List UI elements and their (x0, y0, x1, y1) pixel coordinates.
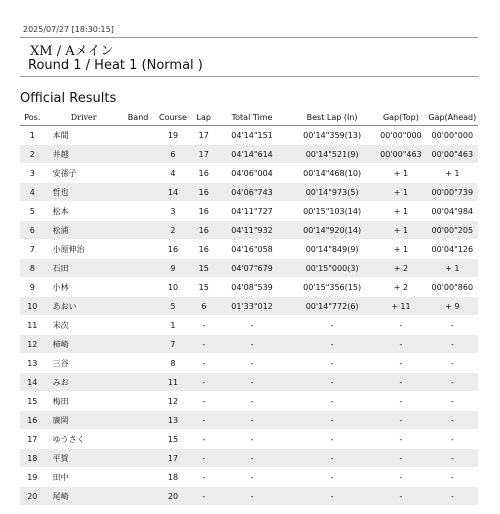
cell-total-time: - (215, 392, 289, 411)
cell-lap: 15 (192, 259, 215, 278)
results-table (20, 109, 478, 506)
cell-total-time: - (215, 449, 289, 468)
cell-best-lap: 00'14"973(5) (289, 183, 375, 202)
cell-band (123, 145, 154, 164)
table-row (20, 449, 478, 468)
cell-gap-top: - (375, 411, 426, 430)
cell-gap-ahead: - (427, 354, 478, 373)
cell-band (123, 354, 154, 373)
cell-best-lap: - (289, 449, 375, 468)
cell-total-time: - (215, 487, 289, 506)
cell-driver: 小原伸治 (45, 240, 123, 259)
cell-course: 11 (153, 373, 192, 392)
cell-best-lap: - (289, 316, 375, 335)
cell-best-lap: 00'15"103(14) (289, 202, 375, 221)
cell-course: 10 (153, 278, 192, 297)
table-row (20, 221, 478, 240)
cell-pos: 11 (20, 316, 45, 335)
cell-driver: 梅田 (45, 392, 123, 411)
cell-pos: 18 (20, 449, 45, 468)
cell-total-time: 01'33"012 (215, 297, 289, 316)
cell-gap-ahead: 00'00"205 (427, 221, 478, 240)
cell-total-time: - (215, 468, 289, 487)
cell-course: 17 (153, 449, 192, 468)
cell-pos: 17 (20, 430, 45, 449)
cell-best-lap: 00'14"521(9) (289, 145, 375, 164)
cell-pos: 15 (20, 392, 45, 411)
cell-total-time: 04'16"058 (215, 240, 289, 259)
header-divider-bottom (20, 76, 478, 77)
table-row (20, 259, 478, 278)
cell-band (123, 335, 154, 354)
cell-driver: 廣岡 (45, 411, 123, 430)
cell-best-lap: 00'14"772(6) (289, 297, 375, 316)
cell-gap-top: - (375, 373, 426, 392)
col-header-pos: Pos. (20, 109, 45, 126)
cell-band (123, 487, 154, 506)
cell-gap-top: + 2 (375, 278, 426, 297)
cell-gap-top: + 1 (375, 164, 426, 183)
cell-best-lap: 00'15"000(3) (289, 259, 375, 278)
cell-driver: 田中 (45, 468, 123, 487)
cell-best-lap: - (289, 373, 375, 392)
cell-total-time: 04'11"727 (215, 202, 289, 221)
cell-driver: 三谷 (45, 354, 123, 373)
cell-gap-ahead: 00'00"739 (427, 183, 478, 202)
cell-driver: 平賀 (45, 449, 123, 468)
cell-gap-top: + 1 (375, 183, 426, 202)
cell-best-lap: - (289, 335, 375, 354)
cell-band (123, 392, 154, 411)
cell-driver: 小林 (45, 278, 123, 297)
cell-course: 5 (153, 297, 192, 316)
cell-lap: - (192, 411, 215, 430)
cell-lap: - (192, 354, 215, 373)
cell-best-lap: 00'14"849(9) (289, 240, 375, 259)
table-row (20, 126, 478, 145)
table-row (20, 164, 478, 183)
cell-lap: - (192, 487, 215, 506)
cell-course: 8 (153, 354, 192, 373)
col-header-total-time: Total Time (215, 109, 289, 126)
cell-driver: ゆうさく (45, 430, 123, 449)
cell-gap-top: - (375, 316, 426, 335)
cell-total-time: 04'06"743 (215, 183, 289, 202)
cell-lap: 16 (192, 202, 215, 221)
cell-course: 7 (153, 335, 192, 354)
cell-gap-top: - (375, 468, 426, 487)
cell-gap-ahead: - (427, 487, 478, 506)
cell-total-time: 04'11"932 (215, 221, 289, 240)
cell-course: 9 (153, 259, 192, 278)
cell-gap-top: - (375, 430, 426, 449)
cell-gap-top: - (375, 335, 426, 354)
cell-best-lap: - (289, 430, 375, 449)
cell-course: 14 (153, 183, 192, 202)
cell-gap-top: - (375, 449, 426, 468)
cell-band (123, 373, 154, 392)
cell-band (123, 240, 154, 259)
cell-driver: 本間 (45, 126, 123, 145)
cell-lap: - (192, 316, 215, 335)
cell-total-time: 04'14"151 (215, 126, 289, 145)
cell-lap: 15 (192, 278, 215, 297)
cell-driver: あおい (45, 297, 123, 316)
cell-band (123, 411, 154, 430)
cell-best-lap: - (289, 411, 375, 430)
cell-total-time: 04'06"004 (215, 164, 289, 183)
cell-lap: - (192, 449, 215, 468)
table-row (20, 183, 478, 202)
cell-pos: 14 (20, 373, 45, 392)
cell-gap-ahead: - (427, 335, 478, 354)
cell-lap: - (192, 373, 215, 392)
cell-band (123, 183, 154, 202)
cell-best-lap: 00'14"468(10) (289, 164, 375, 183)
cell-pos: 19 (20, 468, 45, 487)
table-row (20, 392, 478, 411)
cell-driver: 安孫子 (45, 164, 123, 183)
cell-pos: 10 (20, 297, 45, 316)
cell-pos: 8 (20, 259, 45, 278)
cell-pos: 13 (20, 354, 45, 373)
cell-gap-ahead: - (427, 430, 478, 449)
cell-gap-top: + 1 (375, 202, 426, 221)
cell-course: 2 (153, 221, 192, 240)
cell-gap-ahead: - (427, 411, 478, 430)
cell-course: 13 (153, 411, 192, 430)
cell-driver: 尾崎 (45, 487, 123, 506)
table-row (20, 373, 478, 392)
col-header-driver: Driver (45, 109, 123, 126)
cell-driver: 松本 (45, 202, 123, 221)
header-divider-top (20, 37, 478, 38)
cell-total-time: - (215, 430, 289, 449)
cell-pos: 5 (20, 202, 45, 221)
cell-pos: 2 (20, 145, 45, 164)
table-row (20, 430, 478, 449)
cell-best-lap: - (289, 487, 375, 506)
cell-lap: 6 (192, 297, 215, 316)
heat-title: Round 1 / Heat 1 (Normal ) (28, 58, 203, 73)
cell-course: 1 (153, 316, 192, 335)
cell-lap: 16 (192, 240, 215, 259)
table-row (20, 278, 478, 297)
cell-course: 6 (153, 145, 192, 164)
cell-pos: 20 (20, 487, 45, 506)
cell-best-lap: - (289, 392, 375, 411)
cell-total-time: - (215, 316, 289, 335)
cell-gap-top: + 2 (375, 259, 426, 278)
cell-gap-ahead: 00'00"860 (427, 278, 478, 297)
table-row (20, 145, 478, 164)
cell-course: 15 (153, 430, 192, 449)
cell-lap: - (192, 468, 215, 487)
table-row (20, 297, 478, 316)
cell-total-time: - (215, 411, 289, 430)
cell-gap-ahead: - (427, 316, 478, 335)
cell-gap-ahead: 00'00"000 (427, 126, 478, 145)
print-timestamp: 2025/07/27 [18:30:15] (23, 25, 114, 34)
cell-course: 18 (153, 468, 192, 487)
cell-course: 4 (153, 164, 192, 183)
cell-total-time: - (215, 354, 289, 373)
table-row (20, 335, 478, 354)
cell-total-time: 04'08"539 (215, 278, 289, 297)
cell-gap-ahead: + 9 (427, 297, 478, 316)
cell-band (123, 430, 154, 449)
cell-driver: 柿崎 (45, 335, 123, 354)
cell-gap-ahead: 00'00"463 (427, 145, 478, 164)
cell-gap-ahead: - (427, 373, 478, 392)
col-header-course: Course (153, 109, 192, 126)
col-header-best-lap: Best Lap (In) (289, 109, 375, 126)
cell-gap-top: - (375, 354, 426, 373)
cell-total-time: 04'14"614 (215, 145, 289, 164)
cell-course: 3 (153, 202, 192, 221)
cell-lap: 16 (192, 221, 215, 240)
cell-driver: みお (45, 373, 123, 392)
cell-pos: 7 (20, 240, 45, 259)
cell-lap: 17 (192, 126, 215, 145)
cell-gap-ahead: 00'04"984 (427, 202, 478, 221)
cell-lap: 16 (192, 183, 215, 202)
cell-gap-ahead: - (427, 468, 478, 487)
cell-gap-top: + 1 (375, 221, 426, 240)
cell-gap-top: + 1 (375, 240, 426, 259)
cell-gap-top: + 11 (375, 297, 426, 316)
cell-band (123, 278, 154, 297)
cell-band (123, 259, 154, 278)
cell-driver: 松浦 (45, 221, 123, 240)
cell-pos: 16 (20, 411, 45, 430)
cell-best-lap: 00'14"920(14) (289, 221, 375, 240)
cell-course: 12 (153, 392, 192, 411)
cell-gap-ahead: 00'04"126 (427, 240, 478, 259)
cell-gap-ahead: + 1 (427, 164, 478, 183)
table-row (20, 240, 478, 259)
cell-driver: 井越 (45, 145, 123, 164)
table-row (20, 487, 478, 506)
col-header-gap-top: Gap(Top) (375, 109, 426, 126)
cell-band (123, 221, 154, 240)
cell-best-lap: 00'15"356(15) (289, 278, 375, 297)
cell-pos: 4 (20, 183, 45, 202)
cell-driver: 石田 (45, 259, 123, 278)
cell-course: 16 (153, 240, 192, 259)
cell-gap-top: 00'00"000 (375, 126, 426, 145)
cell-best-lap: - (289, 468, 375, 487)
cell-lap: 17 (192, 145, 215, 164)
cell-course: 20 (153, 487, 192, 506)
cell-course: 19 (153, 126, 192, 145)
cell-gap-ahead: - (427, 392, 478, 411)
cell-lap: - (192, 335, 215, 354)
cell-driver: 末次 (45, 316, 123, 335)
cell-gap-top: 00'00"463 (375, 145, 426, 164)
cell-total-time: - (215, 335, 289, 354)
col-header-band: Band (123, 109, 154, 126)
cell-pos: 1 (20, 126, 45, 145)
cell-pos: 12 (20, 335, 45, 354)
cell-gap-top: - (375, 392, 426, 411)
table-header-row (20, 109, 478, 126)
cell-band (123, 468, 154, 487)
cell-pos: 3 (20, 164, 45, 183)
cell-band (123, 316, 154, 335)
event-title: XM / Aメイン (30, 44, 114, 59)
section-title: Official Results (20, 91, 117, 106)
cell-gap-ahead: - (427, 449, 478, 468)
cell-band (123, 126, 154, 145)
cell-band (123, 449, 154, 468)
cell-pos: 6 (20, 221, 45, 240)
cell-band (123, 297, 154, 316)
col-header-gap-ahead: Gap(Ahead) (427, 109, 478, 126)
table-row (20, 202, 478, 221)
cell-pos: 9 (20, 278, 45, 297)
cell-lap: - (192, 430, 215, 449)
cell-band (123, 164, 154, 183)
cell-gap-top: - (375, 487, 426, 506)
cell-band (123, 202, 154, 221)
cell-best-lap: 00'14"359(13) (289, 126, 375, 145)
table-row (20, 316, 478, 335)
cell-lap: 16 (192, 164, 215, 183)
cell-driver: 哲也 (45, 183, 123, 202)
cell-best-lap: - (289, 354, 375, 373)
cell-lap: - (192, 392, 215, 411)
cell-total-time: 04'07"679 (215, 259, 289, 278)
table-row (20, 468, 478, 487)
col-header-lap: Lap (192, 109, 215, 126)
table-row (20, 354, 478, 373)
table-row (20, 411, 478, 430)
cell-gap-ahead: + 1 (427, 259, 478, 278)
cell-total-time: - (215, 373, 289, 392)
